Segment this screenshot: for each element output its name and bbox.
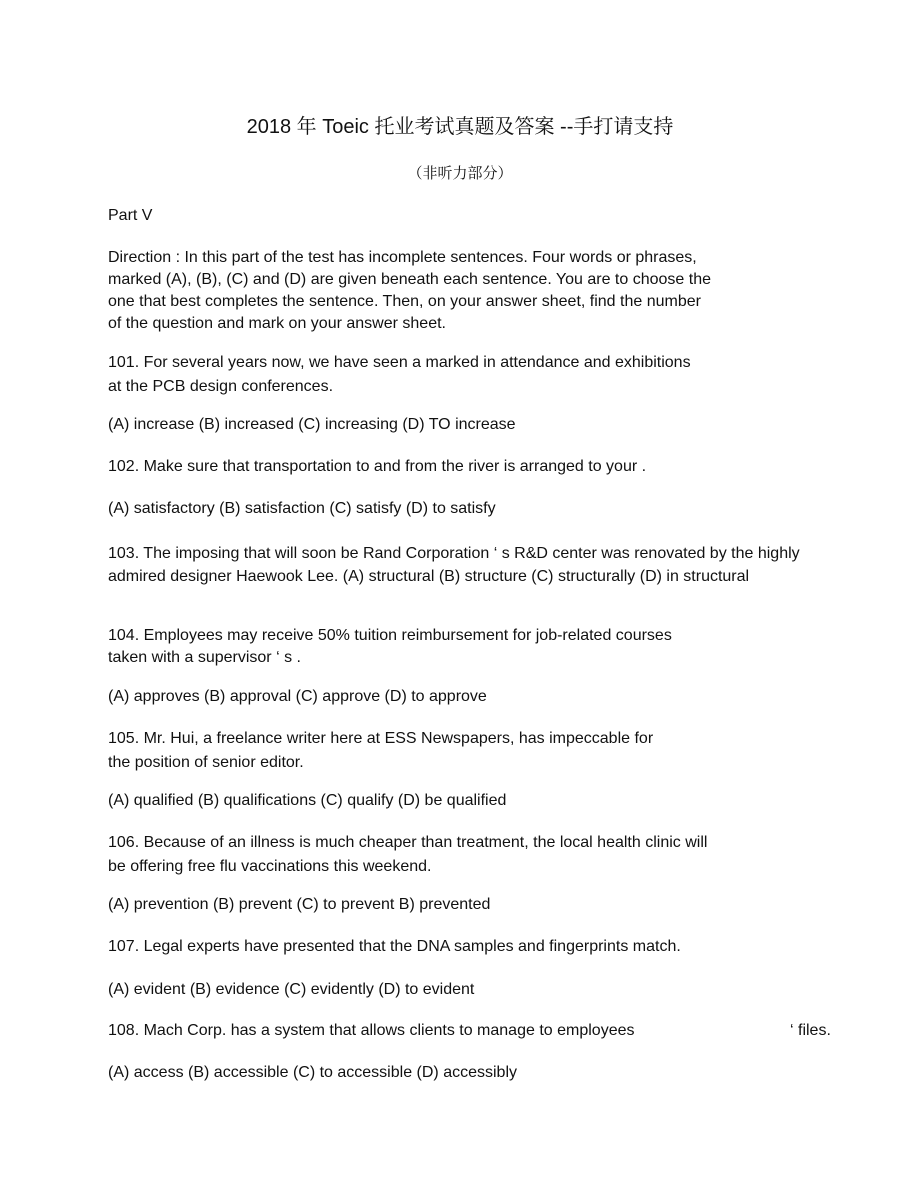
question-text: taken with a supervisor ‘ s .: [108, 649, 301, 666]
answer-options: (A) approves (B) approval (C) approve (D) to approve: [108, 688, 487, 705]
direction-line: Direction : In this part of the test has incomplete sentences. Four words or phrases,: [108, 249, 697, 266]
answer-options: (A) prevention (B) prevent (C) to prevent B) prevented: [108, 896, 491, 913]
question-text: 108. Mach Corp. has a system that allows clients to manage to employees: [108, 1022, 635, 1039]
question-text: 107. Legal experts have presented that the DNA samples and fingerprints match.: [108, 938, 681, 955]
question-text-tail: ‘ files.: [790, 1022, 831, 1039]
question-text: at the PCB design conferences.: [108, 378, 334, 395]
direction-line: marked (A), (B), (C) and (D) are given beneath each sentence. You are to choose the: [108, 271, 711, 288]
part-heading: Part V: [108, 207, 153, 224]
answer-options: (A) qualified (B) qualifications (C) qualify (D) be qualified: [108, 792, 507, 809]
question-text: be offering free flu vaccinations this weekend.: [108, 858, 432, 875]
question-text: 102. Make sure that transportation to and from the river is arranged to your .: [108, 458, 647, 475]
answer-options: (A) evident (B) evidence (C) evidently (D) to evident: [108, 981, 475, 998]
answer-options: (A) access (B) accessible (C) to accessible (D) accessibly: [108, 1064, 517, 1081]
question-text: admired designer Haewook Lee. (A) structural (B) structure (C) structurally (D) in structural: [108, 568, 750, 585]
question-text: the position of senior editor.: [108, 754, 304, 771]
direction-line: one that best completes the sentence. Then, on your answer sheet, find the number: [108, 293, 701, 310]
question-text: 105. Mr. Hui, a freelance writer here at ESS Newspapers, has impeccable for: [108, 730, 654, 747]
answer-options: (A) satisfactory (B) satisfaction (C) satisfy (D) to satisfy: [108, 500, 496, 517]
direction-line: of the question and mark on your answer sheet.: [108, 315, 446, 332]
document-subtitle: （非听力部分）: [407, 165, 513, 182]
document-title: 2018 年 Toeic 托业考试真题及答案 --手打请支持: [246, 116, 674, 138]
question-text: 106. Because of an illness is much cheaper than treatment, the local health clinic will: [108, 834, 708, 851]
question-text: 103. The imposing that will soon be Rand Corporation ‘ s R&D center was renovated by the highly: [108, 545, 800, 562]
question-text: 101. For several years now, we have seen a marked in attendance and exhibitions: [108, 354, 691, 371]
answer-options: (A) increase (B) increased (C) increasing (D) TO increase: [108, 416, 516, 433]
question-text: 104. Employees may receive 50% tuition reimbursement for job-related courses: [108, 627, 672, 644]
